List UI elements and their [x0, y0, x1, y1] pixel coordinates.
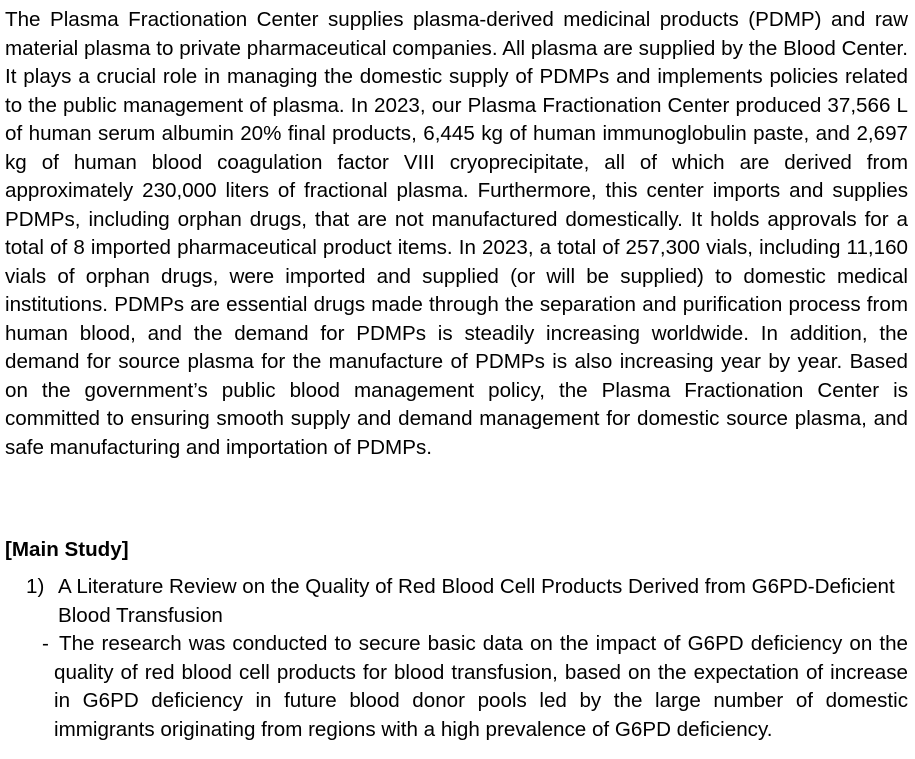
study-item-number: 1) — [26, 575, 45, 598]
study-item-title: A Literature Review on the Quality of Red Blood Cell Products Derived from G6PD-Deficient Blood Transfusion — [58, 575, 895, 627]
intro-paragraph: The Plasma Fractionation Center supplies plasma-derived medicinal products (PDMP) and raw material plasma to private pharmaceutical companies. All plasma are supplied by the Blood Center. It plays a crucial role in managing the domestic supply of PDMPs and implements policies related to the public management of plasma. In 2023, our Plasma Fractionation Center produced 37,566 L of human serum albumin 20% final products, 6,445 kg of human immunoglobulin paste, and 2,697 kg of human blood coagulation factor VIII cryoprecipitate, all of which are derived from approximately 230,000 liters of fractional plasma. Furthermore, this center imports and supplies PDMPs, including orphan drugs, that are not manufactured domestically. It holds approvals for a total of 8 imported pharmaceutical product items. In 2023, a total of 257,300 vials, including 11,160 vials of orphan drugs, were imported and supplied (or will be supplied) to domestic medical institutions. PDMPs are essential drugs made through the separation and purification process from human blood, and the demand for PDMPs is steadily increasing worldwide. In addition, the demand for source plasma for the manufacture of PDMPs is also increasing year by year. Based on the government’s public blood management policy, the Plasma Fractionation Center is committed to ensuring smooth supply and demand management for domestic source plasma, and safe manufacturing and importation of PDMPs. — [5, 8, 908, 459]
study-item-bullet-text: The research was conducted to secure basic data on the impact of G6PD deficiency on the quality of red blood cell products for blood transfusion, based on the expectation of increase in G6PD deficiency in future blood donor pools led by the large number of domestic immigrants originating from regions with a high prevalence of G6PD deficiency. — [54, 632, 908, 741]
section-heading: [Main Study] — [5, 538, 129, 561]
bullet-marker: - — [42, 632, 49, 655]
